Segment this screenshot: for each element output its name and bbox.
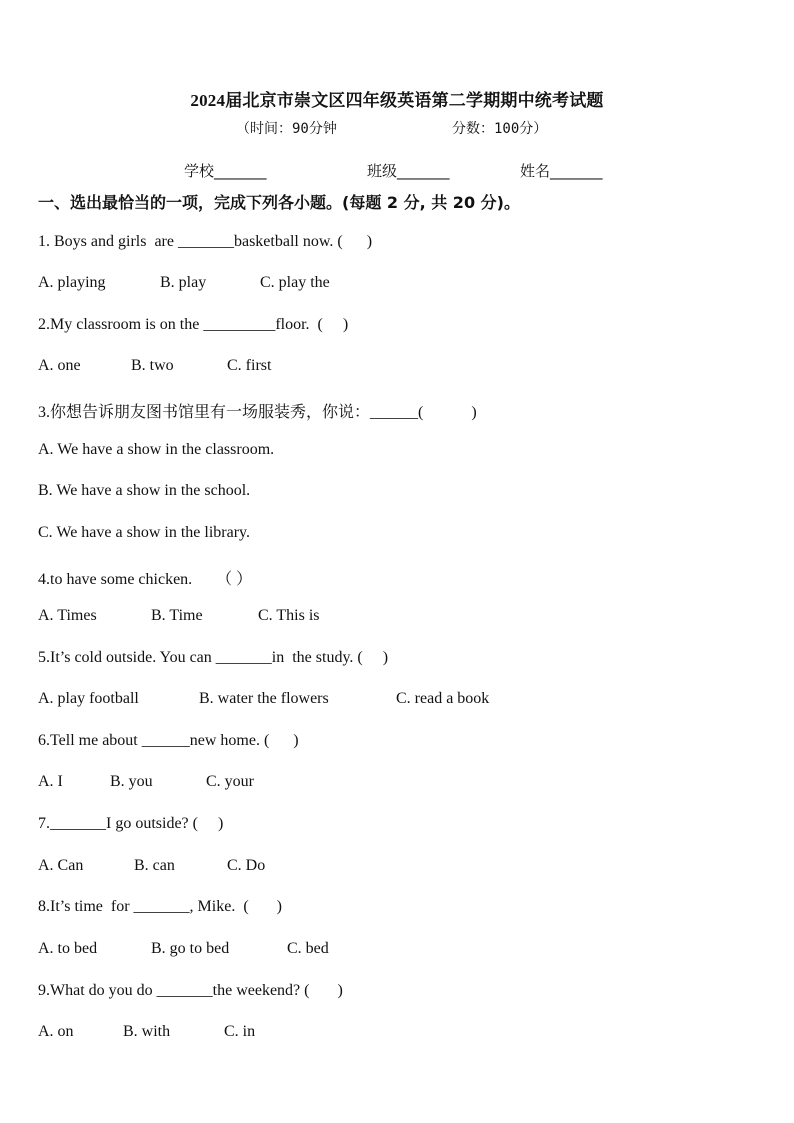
question-6: 6.Tell me about ______new home. ( ) — [38, 732, 299, 749]
q7-option-a: A. Can — [38, 857, 84, 874]
q3-option-b: B. We have a show in the school. — [38, 482, 251, 499]
q9-option-a: A. on — [38, 1023, 74, 1040]
q6-option-a: A. I — [38, 773, 63, 790]
q9-option-c: C. in — [224, 1023, 256, 1040]
q1-option-b: B. play — [160, 274, 207, 291]
question-5: 5.It’s cold outside. You can _______in the study. ( ) — [38, 649, 389, 666]
q4-option-a: A. Times — [38, 607, 97, 624]
question-3: 3.你想告诉朋友图书馆里有一场服装秀，你说：______( ) — [38, 404, 477, 421]
question-1: 1. Boys and girls are _______basketball now. ( ) — [38, 233, 373, 250]
q7-option-c: C. Do — [227, 857, 266, 874]
q8-option-b: B. go to bed — [151, 940, 230, 957]
q4-option-b: B. Time — [151, 607, 203, 624]
q6-option-b: B. you — [110, 773, 153, 790]
q2-option-a: A. one — [38, 357, 81, 374]
section-heading: 一、选出最恰当的一项，完成下列各小题。(每题 2 分, 共 20 分)。 — [38, 193, 520, 212]
q2-option-c: C. first — [227, 357, 272, 374]
question-2: 2.My classroom is on the _________floor. ( ) — [38, 316, 349, 333]
q9-option-b: B. with — [123, 1023, 171, 1040]
school-field: 学校_______ — [184, 162, 267, 180]
q5-option-b: B. water the flowers — [199, 690, 329, 707]
q5-option-c: C. read a book — [396, 690, 490, 707]
class-field: 班级_______ — [367, 162, 450, 180]
name-field: 姓名_______ — [520, 162, 603, 180]
q3-option-c: C. We have a show in the library. — [38, 524, 250, 541]
question-9: 9.What do you do _______the weekend? ( ) — [38, 982, 343, 999]
exam-score: 分数：100分） — [452, 121, 548, 137]
q3-option-a: A. We have a show in the classroom. — [38, 441, 275, 458]
q6-option-c: C. your — [206, 773, 254, 790]
q2-option-b: B. two — [131, 357, 174, 374]
q8-option-c: C. bed — [287, 940, 329, 957]
q8-option-a: A. to bed — [38, 940, 98, 957]
q1-option-a: A. playing — [38, 274, 106, 291]
q7-option-b: B. can — [134, 857, 175, 874]
exam-title: 2024届北京市崇文区四年级英语第二学期期中统考试题 — [190, 91, 604, 110]
q1-option-c: C. play the — [260, 274, 330, 291]
exam-time: （时间：90分钟 — [236, 121, 337, 137]
q4-option-c: C. This is — [258, 607, 320, 624]
question-7: 7._______I go outside? ( ) — [38, 815, 224, 832]
q5-option-a: A. play football — [38, 690, 139, 707]
question-8: 8.It’s time for _______, Mike. ( ) — [38, 898, 282, 915]
question-4: 4.to have some chicken. （ ） — [38, 571, 253, 588]
